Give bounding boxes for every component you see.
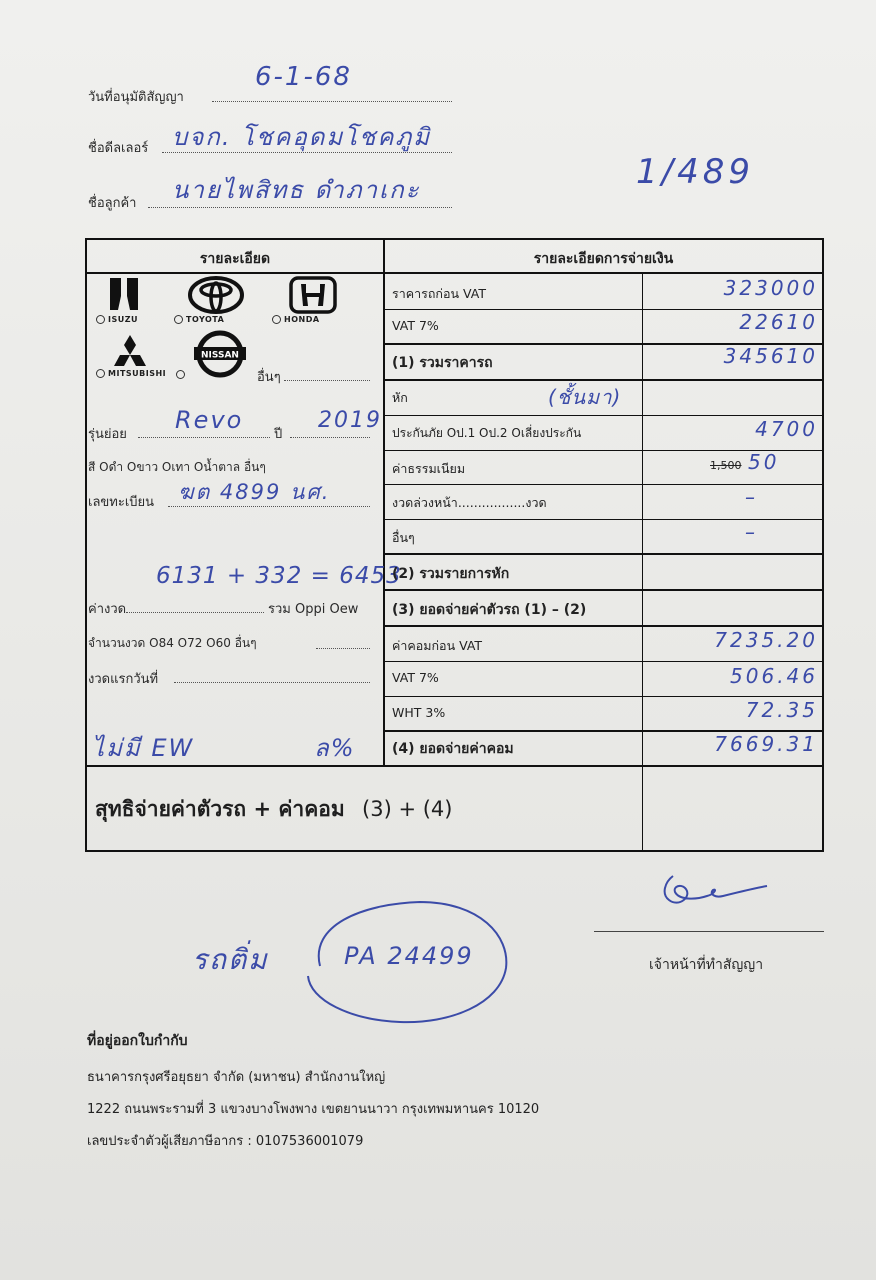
approval-date-value: 6-1-68 (255, 62, 352, 92)
row-label-vat: VAT 7% (392, 318, 439, 333)
row-value-commission-payment: 7669.31 (714, 732, 818, 756)
footer-line-2: 1222 ถนนพระรามที่ 3 แขวงบางโพงพาง เขตยานนาวา กรุงเทพมหานคร 10120 (87, 1102, 540, 1117)
header-divider (87, 272, 822, 274)
column-divider (383, 240, 385, 766)
plate-label: เลขทะเบียน (88, 495, 155, 510)
row-label-fee: ค่าธรรมเนียม (392, 461, 466, 476)
row-label-advance: งวดล่วงหน้า.................งวด (392, 495, 547, 510)
color-label: สี Oดำ Oขาว Oเทา Oน้ำตาล อื่นๆ (88, 460, 266, 474)
document-number: 1/489 (636, 152, 754, 192)
dealer-value: บจก. โชคอุดมโชคภูมิ (172, 123, 432, 151)
handwritten-note-percent: ล% (314, 734, 356, 762)
net-total-label (95, 793, 452, 826)
row-label-car-payment: (3) ยอดจ่ายค่าตัวรถ (1) – (2) (392, 602, 587, 618)
mitsubishi-label: MITSUBISHI (96, 369, 166, 378)
row-line (384, 696, 822, 697)
row-value-other: – (745, 520, 758, 544)
right-header: รายละเอียดการจ่ายเงิน (533, 251, 674, 267)
row-label-commission-payment: (4) ยอดจ่ายค่าคอม (392, 741, 514, 757)
toyota-label: TOYOTA (174, 315, 224, 324)
row-note-deduct: (ชั้นมา) (548, 385, 622, 409)
first-due-line (174, 682, 370, 683)
svg-text:NISSAN: NISSAN (201, 350, 239, 361)
dealer-label: ชื่อดีลเลอร์ (88, 141, 149, 156)
row-line (384, 589, 822, 591)
honda-label: HONDA (272, 315, 320, 324)
row-label-other: อื่นๆ (392, 530, 415, 545)
footer-line-3: เลขประจำตัวผู้เสียภาษีอากร : 0107536001079 (87, 1134, 364, 1149)
row-label-price-before-vat: ราคารถก่อน VAT (392, 286, 486, 301)
row-label-total-car-price: (1) รวมราคารถ (392, 355, 493, 371)
year-line (290, 437, 370, 438)
mitsubishi-logo-icon (112, 334, 148, 372)
installment-label: ค่างวด (88, 602, 127, 617)
row-label-deduct: หัก (392, 390, 408, 405)
customer-label: ชื่อลูกค้า (88, 196, 137, 211)
installment-line (126, 612, 264, 613)
footer-heading: ที่อยู่ออกใบกำกับ (87, 1033, 188, 1049)
isuzu-label: ISUZU (96, 315, 138, 324)
row-label-commission-vat: VAT 7% (392, 670, 439, 685)
row-line (384, 553, 822, 555)
nissan-logo-icon (194, 330, 246, 382)
row-label-total-deduct: (2) รวมรายการหัก (392, 566, 510, 582)
officer-signature (655, 870, 775, 924)
terms-label: จำนวนงวด O84 O72 O60 อื่นๆ (88, 636, 257, 650)
other-brand-line (284, 380, 370, 381)
handwritten-note-car: รถติ่ม (192, 943, 269, 976)
row-value-advance: – (745, 485, 758, 509)
other-brand-label: อื่นๆ (257, 370, 281, 385)
circled-code (300, 896, 512, 1028)
approval-date-line (212, 101, 452, 102)
row-value-fee: 50 (748, 450, 780, 474)
model-line (138, 437, 270, 438)
footer-line-1: ธนาคารกรุงศรีอยุธยา จำกัด (มหาชน) สำนักงานใหญ่ (87, 1070, 386, 1085)
officer-label: เจ้าหน้าที่ทำสัญญา (649, 957, 764, 973)
row-line (384, 625, 822, 627)
installment-value: 6131 + 332 = 6453 (156, 563, 402, 589)
plate-value: ฆต 4899 นศ. (178, 480, 331, 504)
installment-suffix: รวม Oppi Oew (268, 602, 359, 617)
left-header: รายละเอียด (199, 251, 271, 267)
terms-line (316, 648, 370, 649)
isuzu-logo-icon (108, 276, 140, 316)
row-value-insurance: 4700 (755, 417, 818, 441)
customer-value: นายไพสิทธ ดำภาเกะ (172, 176, 421, 204)
row-value-price-before-vat: 323000 (723, 276, 818, 300)
approval-date-label: วันที่อนุมัติสัญญา (88, 90, 184, 105)
handwritten-note-ew: ไม่มี EW (92, 734, 195, 762)
model-label: รุ่นย่อย (88, 427, 127, 442)
year-label: ปี (274, 427, 283, 442)
row-value-commission-vat: 506.46 (730, 664, 818, 688)
total-row-line (87, 765, 822, 767)
net-total-formula: (3) + (4) (362, 797, 453, 821)
signature-line (594, 931, 824, 932)
year-value: 2019 (318, 408, 382, 433)
row-label-wht: WHT 3% (392, 705, 446, 720)
model-value: Revo (175, 406, 244, 434)
honda-logo-icon (289, 276, 337, 318)
row-struck-fee: 1,500 (710, 459, 742, 472)
row-label-commission-before-vat: ค่าคอมก่อน VAT (392, 638, 483, 653)
row-value-wht: 72.35 (745, 698, 818, 722)
row-label-insurance: ประกันภัย Oป.1 Oป.2 Oเลี่ยงประกัน (392, 426, 582, 440)
net-total-text: สุทธิจ่ายค่าตัวรถ + ค่าคอม (95, 797, 345, 821)
first-due-label: งวดแรกวันที่ (88, 672, 159, 687)
row-value-commission-before-vat: 7235.20 (714, 628, 818, 652)
circled-code-text: PA 24499 (344, 942, 474, 970)
row-value-vat: 22610 (739, 310, 818, 334)
row-line (384, 415, 822, 416)
nissan-radio[interactable] (176, 367, 188, 380)
row-line (384, 661, 822, 662)
row-value-total-car-price: 345610 (723, 344, 818, 368)
toyota-logo-icon (188, 276, 244, 318)
